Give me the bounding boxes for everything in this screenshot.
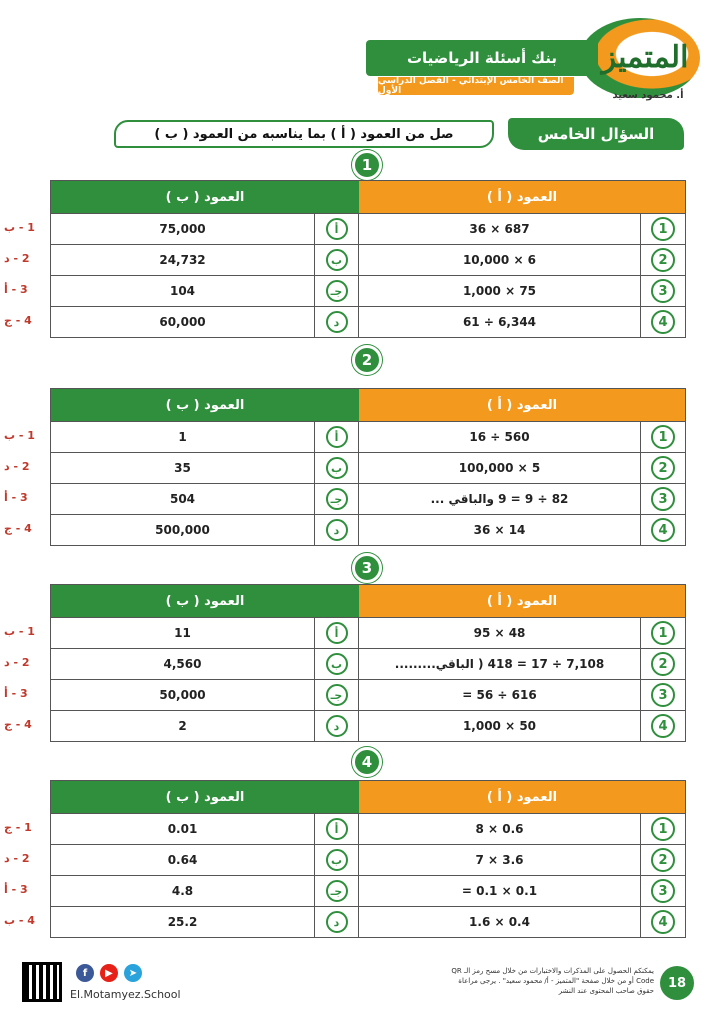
row-number-badge: 1 <box>651 621 675 645</box>
page-title: بنك أسئلة الرياضيات <box>366 40 598 76</box>
answer-key: 1 - ب <box>4 625 35 638</box>
row-number-badge: 2 <box>651 456 675 480</box>
row-number-badge: 4 <box>651 714 675 738</box>
question-label: السؤال الخامس <box>508 118 684 150</box>
row-number-cell <box>641 814 685 844</box>
column-a-expression: 36 × 14 <box>359 515 641 545</box>
row-number-cell <box>641 453 685 483</box>
row-number-badge: 3 <box>651 279 675 303</box>
table-row <box>51 421 685 452</box>
row-number-badge: 2 <box>651 652 675 676</box>
table-row <box>51 875 685 906</box>
column-a-header: العمود ( أ ) <box>359 585 685 617</box>
letter-cell <box>315 422 359 452</box>
column-a-expression: 7 × 3.6 <box>359 845 641 875</box>
column-b-value: 50,000 <box>51 680 315 710</box>
website-link[interactable]: El.Motamyez.School <box>70 988 181 1001</box>
section-number-badge: 3 <box>352 553 382 583</box>
row-number-cell <box>641 649 685 679</box>
table-row <box>51 275 685 306</box>
table-row <box>51 452 685 483</box>
row-number-cell <box>641 845 685 875</box>
column-a-expression: 10,000 × 6 <box>359 245 641 275</box>
row-number-badge: 4 <box>651 310 675 334</box>
row-number-cell <box>641 711 685 741</box>
matching-table <box>50 388 686 546</box>
option-letter-badge: جـ <box>326 488 348 510</box>
column-a-expression: 1,000 × 75 <box>359 276 641 306</box>
answer-key: 1 - ب <box>4 221 35 234</box>
option-letter-badge: أ <box>326 818 348 840</box>
column-b-value: 104 <box>51 276 315 306</box>
option-letter-badge: د <box>326 311 348 333</box>
table-row <box>51 679 685 710</box>
facebook-icon[interactable]: f <box>76 964 94 982</box>
column-b-header: العمود ( ب ) <box>51 781 359 813</box>
row-number-cell <box>641 276 685 306</box>
table-row <box>51 514 685 545</box>
column-a-expression: 7,108 ÷ 17 = 418 ( الباقي......... <box>359 649 641 679</box>
table-row <box>51 483 685 514</box>
column-a-expression: 1,000 × 50 <box>359 711 641 741</box>
column-b-value: 25.2 <box>51 907 315 937</box>
row-number-badge: 3 <box>651 683 675 707</box>
row-number-badge: 1 <box>651 425 675 449</box>
answer-key: 4 - ج <box>4 522 32 535</box>
matching-table <box>50 584 686 742</box>
matching-table <box>50 780 686 938</box>
table-row <box>51 710 685 741</box>
table-row <box>51 213 685 244</box>
column-b-value: 11 <box>51 618 315 648</box>
table-header <box>51 781 685 813</box>
section-number-badge: 4 <box>352 747 382 777</box>
column-a-header: العمود ( أ ) <box>359 389 685 421</box>
row-number-cell <box>641 214 685 244</box>
section-number-badge: 1 <box>352 150 382 180</box>
table-row <box>51 244 685 275</box>
matching-table <box>50 180 686 338</box>
row-number-badge: 1 <box>651 817 675 841</box>
column-a-expression: 1.6 × 0.4 <box>359 907 641 937</box>
column-a-expression: 61 ÷ 6,344 <box>359 307 641 337</box>
row-number-cell <box>641 515 685 545</box>
letter-cell <box>315 649 359 679</box>
section-number-badge: 2 <box>352 345 382 375</box>
option-letter-badge: جـ <box>326 280 348 302</box>
letter-cell <box>315 276 359 306</box>
column-b-header: العمود ( ب ) <box>51 389 359 421</box>
letter-cell <box>315 515 359 545</box>
column-a-header: العمود ( أ ) <box>359 781 685 813</box>
question-bar <box>110 118 684 150</box>
answer-key: 4 - ج <box>4 718 32 731</box>
option-letter-badge: د <box>326 715 348 737</box>
letter-cell <box>315 453 359 483</box>
column-a-expression: 95 × 48 <box>359 618 641 648</box>
answer-key: 3 - أ <box>4 283 28 296</box>
option-letter-badge: ب <box>326 653 348 675</box>
table-header <box>51 389 685 421</box>
answer-key: 2 - د <box>4 656 30 669</box>
table-row <box>51 906 685 937</box>
row-number-badge: 3 <box>651 879 675 903</box>
row-number-cell <box>641 876 685 906</box>
column-b-value: 0.64 <box>51 845 315 875</box>
column-a-header: العمود ( أ ) <box>359 181 685 213</box>
row-number-badge: 4 <box>651 518 675 542</box>
option-letter-badge: ب <box>326 457 348 479</box>
letter-cell <box>315 484 359 514</box>
table-row <box>51 648 685 679</box>
answer-key: 1 - ج <box>4 821 32 834</box>
column-b-value: 504 <box>51 484 315 514</box>
row-number-cell <box>641 680 685 710</box>
answer-key: 2 - د <box>4 252 30 265</box>
row-number-cell <box>641 245 685 275</box>
column-b-value: 500,000 <box>51 515 315 545</box>
answer-key: 3 - أ <box>4 687 28 700</box>
answer-key: 4 - ب <box>4 914 35 927</box>
table-row <box>51 844 685 875</box>
option-letter-badge: أ <box>326 218 348 240</box>
letter-cell <box>315 907 359 937</box>
option-letter-badge: أ <box>326 426 348 448</box>
row-number-badge: 3 <box>651 487 675 511</box>
column-b-value: 4,560 <box>51 649 315 679</box>
row-number-cell <box>641 484 685 514</box>
logo-text: المتميز <box>601 40 689 75</box>
letter-cell <box>315 814 359 844</box>
column-b-value: 60,000 <box>51 307 315 337</box>
column-b-value: 4.8 <box>51 876 315 906</box>
column-a-expression: 82 ÷ 9 = 9 والباقي ... <box>359 484 641 514</box>
author-name: أ. محمود سعيد <box>612 90 684 101</box>
answer-key: 2 - د <box>4 460 30 473</box>
answer-key: 3 - أ <box>4 883 28 896</box>
column-b-header: العمود ( ب ) <box>51 585 359 617</box>
row-number-badge: 1 <box>651 217 675 241</box>
table-header <box>51 181 685 213</box>
letter-cell <box>315 245 359 275</box>
table-row <box>51 617 685 648</box>
column-a-expression: = 0.1 × 0.1 <box>359 876 641 906</box>
option-letter-badge: أ <box>326 622 348 644</box>
letter-cell <box>315 711 359 741</box>
row-number-cell <box>641 307 685 337</box>
letter-cell <box>315 307 359 337</box>
column-b-value: 24,732 <box>51 245 315 275</box>
option-letter-badge: ب <box>326 849 348 871</box>
letter-cell <box>315 845 359 875</box>
option-letter-badge: د <box>326 519 348 541</box>
question-instruction: صل من العمود ( أ ) بما يناسبه من العمود ( ب ) <box>114 120 494 148</box>
row-number-badge: 4 <box>651 910 675 934</box>
option-letter-badge: جـ <box>326 684 348 706</box>
table-row <box>51 813 685 844</box>
option-letter-badge: جـ <box>326 880 348 902</box>
row-number-cell <box>641 618 685 648</box>
letter-cell <box>315 214 359 244</box>
telegram-icon[interactable]: ➤ <box>124 964 142 982</box>
column-b-value: 75,000 <box>51 214 315 244</box>
answer-key: 2 - د <box>4 852 30 865</box>
column-a-expression: = 56 ÷ 616 <box>359 680 641 710</box>
answer-key: 4 - ج <box>4 314 32 327</box>
answer-key: 1 - ب <box>4 429 35 442</box>
row-number-badge: 2 <box>651 248 675 272</box>
option-letter-badge: د <box>326 911 348 933</box>
column-b-value: 2 <box>51 711 315 741</box>
letter-cell <box>315 618 359 648</box>
column-a-expression: 16 ÷ 560 <box>359 422 641 452</box>
row-number-cell <box>641 422 685 452</box>
row-number-badge: 2 <box>651 848 675 872</box>
column-a-expression: 8 × 0.6 <box>359 814 641 844</box>
column-b-header: العمود ( ب ) <box>51 181 359 213</box>
page-number: 18 <box>660 966 694 1000</box>
column-a-expression: 100,000 × 5 <box>359 453 641 483</box>
letter-cell <box>315 680 359 710</box>
qr-code-icon <box>22 962 62 1002</box>
row-number-cell <box>641 907 685 937</box>
youtube-icon[interactable]: ▶ <box>100 964 118 982</box>
column-b-value: 35 <box>51 453 315 483</box>
footer-note: يمكنكم الحصول على المذكرات والاختبارات من خلال مسح رمز الـ QR Code أو من خلال صفحة "المتميز - أ/ محمود سعيد" . يرجى مراعاة حقوق صاحب المحتوى عند النشر <box>451 967 654 995</box>
answer-key: 3 - أ <box>4 491 28 504</box>
grade-subtitle: الصف الخامس الإبتدائي - الفصل الدراسي الأول <box>378 77 574 95</box>
table-row <box>51 306 685 337</box>
column-b-value: 1 <box>51 422 315 452</box>
column-b-value: 0.01 <box>51 814 315 844</box>
option-letter-badge: ب <box>326 249 348 271</box>
table-header <box>51 585 685 617</box>
letter-cell <box>315 876 359 906</box>
column-a-expression: 36 × 687 <box>359 214 641 244</box>
